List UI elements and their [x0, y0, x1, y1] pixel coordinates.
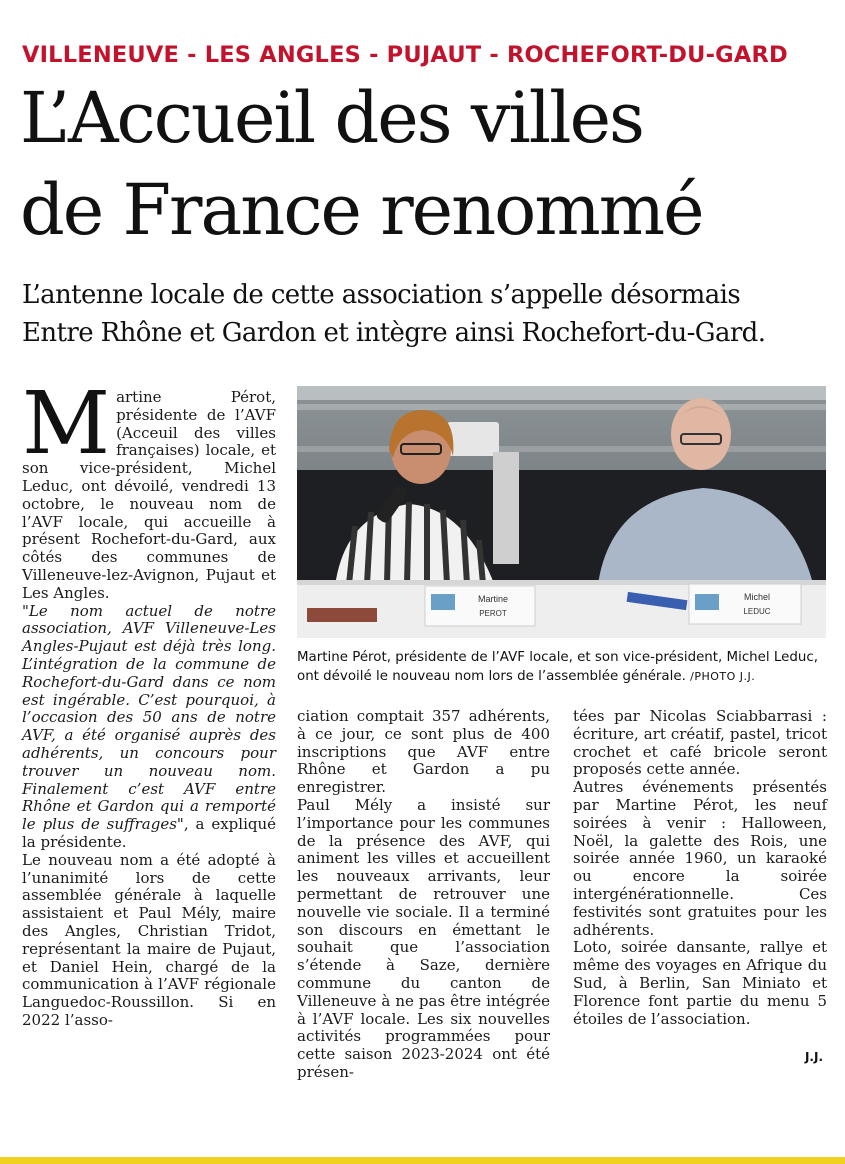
article-column-1	[22, 374, 277, 1030]
paragraph-mayor-speech: Paul Mély a insisté sur l’importance pour les communes de la présence des AVF, qui animent les villes et accueillent les nouveaux arrivants, leur permettant de retrouver une nouvelle vie sociale. Il a terminé son discours en émettant le souhait que l’association s’étende à Saze, dernière commune du canton de Villeneuve à ne pas être intégrée à l’AVF locale. Les six nouvelles activités programmées pour cette saison 2023-2024 ont été présen-	[297, 795, 550, 1081]
headline-line-2: de France renommé	[20, 169, 703, 251]
paragraph-adoption-continued: ciation comptait 357 adhérents, à ce jour, ce sont plus de 400 inscriptions que AVF entre Rhône et Gardon a pu enregistrer.	[297, 707, 550, 797]
paragraph-activities-continued: tées par Nicolas Sciabbarrasi : écriture, art créatif, pastel, tricot crochet et café bricole seront proposés cette année.	[573, 707, 827, 779]
nameplate-left-last: PEROT	[479, 609, 507, 618]
quote-attribution: , a expliqué la présidente.	[22, 815, 277, 851]
nameplate-left-first: Martine	[477, 594, 509, 604]
headline	[20, 72, 830, 256]
paragraph-adoption: Le nouveau nom a été adopté à l’unanimité lors de cette assemblée générale à laquelle assistaient et Paul Mély, maire des Angles, Christian Tridot, représentant la maire de Pujaut, et Daniel Hein, chargé de la communication à l’AVF régionale Languedoc-Roussillon. Si en 2022 l’asso-	[22, 850, 276, 1029]
article-column-2	[297, 708, 550, 1082]
nameplate-right-first: Michel	[743, 592, 771, 602]
footer-bar	[0, 1157, 845, 1164]
paragraph-outings: Loto, soirée dansante, rallye et même des voyages en Afrique du Sud, à Berlin, San Miniato et Florence font partie du menu 5 étoiles de l’association.	[573, 938, 827, 1028]
standfirst-line-2: Entre Rhône et Gardon et intègre ainsi Rochefort-du-Gard.	[22, 318, 766, 348]
nameplate-left	[425, 586, 535, 626]
caption-text: Martine Pérot, présidente de l’AVF locale, et son vice-président, Michel Leduc, ont dévoilé le nouveau nom lors de l’assemblée générale.	[297, 650, 818, 684]
headline-line-1: L’Accueil des villes	[20, 77, 643, 159]
standfirst	[22, 276, 832, 352]
photo-illustration	[297, 386, 826, 638]
nameplate-right	[689, 584, 801, 624]
drop-cap: M	[22, 374, 111, 474]
nameplate-right-last: LEDUC	[743, 607, 771, 616]
standfirst-line-1: L’antenne locale de cette association s’appelle désormais	[22, 280, 741, 310]
section-kicker: VILLENEUVE - LES ANGLES - PUJAUT - ROCHEFORT-DU-GARD	[22, 42, 788, 68]
paragraph-events: Autres événements présentés par Martine Pérot, les neuf soirées à venir : Halloween, Noël, la galette des Rois, une soirée année 1960, un karaoké ou encore la soirée intergénérationnelle. Ces festivités sont gratuites pour les adhérents.	[573, 778, 827, 939]
author-byline: J.J.	[804, 1050, 823, 1064]
photo-caption	[297, 648, 827, 686]
paragraph-intro	[22, 374, 276, 603]
photo-credit: /PHOTO J.J.	[690, 670, 756, 683]
article-column-3	[573, 708, 827, 1028]
paragraph-quote	[22, 603, 276, 852]
president-quote: "Le nom actuel de notre association, AVF Villeneuve-Les Angles-Pujaut est déjà très long. L’intégration de la commune de Rochefort-du-Gard dans ce nom est ingérable. C’est pourquoi, à l’occasion des 50 ans de notre AVF, a été organisé auprès des adhérents, un concours pour trouver un nouveau nom. Finalement c’est AVF entre Rhône et Gardon qui a remporté le plus de suffrages"	[22, 601, 276, 834]
paragraph-intro-text: artine Pérot, présidente de l’AVF (Acceuil des villes françaises) locale, et son vice-président, Michel Leduc, ont dévoilé, vendredi 13 octobre, le nouveau nom de l’AVF locale, qui accueille à présent Rochefort-du-Gard, aux côtés des communes de Villeneuve-lez-Avignon, Pujaut et Les Angles.	[22, 388, 276, 602]
article-photo	[297, 386, 826, 638]
